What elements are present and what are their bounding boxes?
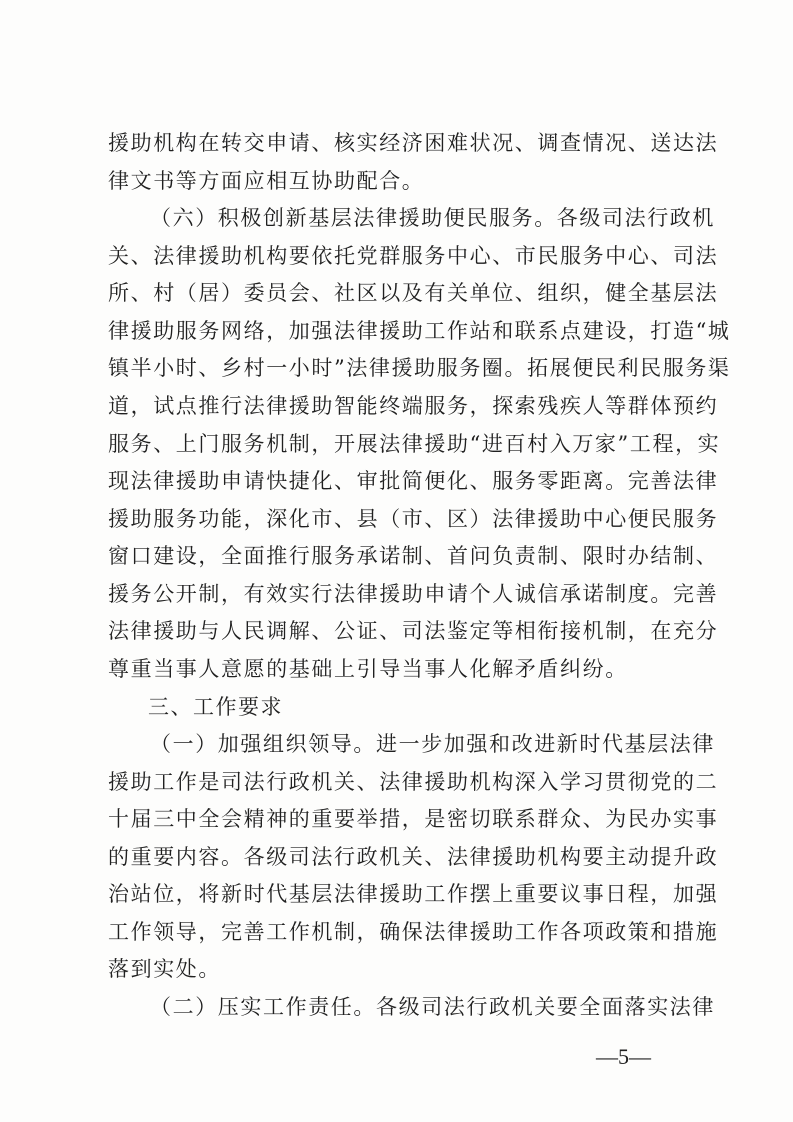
paragraph-first-line: （六）积极创新基层法律援助便民服务。各级司法行政机 [150,206,715,230]
text-line: 服务、上门服务机制，开展法律援助“进百村入万家”工程，实 [108,432,721,456]
text-line: 十届三中全会精神的重要举措，是密切联系群众、为民办实事 [108,807,719,831]
section-heading: 三、工作要求 [148,695,283,719]
paragraph-first-line: （一）加强组织领导。进一步加强和改进新时代基层法律 [150,732,715,756]
text-line: 现法律援助申请快捷化、审批简便化、服务零距离。完善法律 [108,469,719,493]
text-line: 援务公开制，有效实行法律援助申请个人诚信承诺制度。完善 [108,582,719,606]
text-line: 道，试点推行法律援助智能终端服务，探索残疾人等群体预约 [108,394,719,418]
text-line: 窗口建设，全面推行服务承诺制、首问负责制、限时办结制、 [108,544,719,568]
text-line: 关、法律援助机构要依托党群服务中心、市民服务中心、司法 [108,244,719,268]
text-line: 援助工作是司法行政机关、法律援助机构深入学习贯彻党的二 [108,770,719,794]
text-line: 镇半小时、乡村一小时”法律援助服务圈。拓展便民利民服务渠 [108,356,731,380]
text-line: 援助服务功能，深化市、县（市、区）法律援助中心便民服务 [108,507,719,531]
text-line: 治站位，将新时代基层法律援助工作摆上重要议事日程，加强 [108,882,719,906]
text-line: 落到实处。 [108,957,221,981]
text-line: 律援助服务网络，加强法律援助工作站和联系点建设，打造“城 [108,319,731,343]
page-number: —5— [596,1044,651,1069]
text-line: 援助机构在转交申请、核实经济困难状况、调查情况、送达法 [108,131,719,155]
paragraph-first-line: （二）压实工作责任。各级司法行政机关要全面落实法律 [150,995,715,1019]
text-line: 的重要内容。各级司法行政机关、法律援助机构要主动提升政 [108,845,719,869]
text-line: 法律援助与人民调解、公证、司法鉴定等相衔接机制，在充分 [108,619,719,643]
text-line: 尊重当事人意愿的基础上引导当事人化解矛盾纠纷。 [108,657,628,681]
text-line: 律文书等方面应相互协助配合。 [108,169,425,193]
text-line: 工作领导，完善工作机制，确保法律援助工作各项政策和措施 [108,920,719,944]
text-line: 所、村（居）委员会、社区以及有关单位、组织，健全基层法 [108,281,719,305]
